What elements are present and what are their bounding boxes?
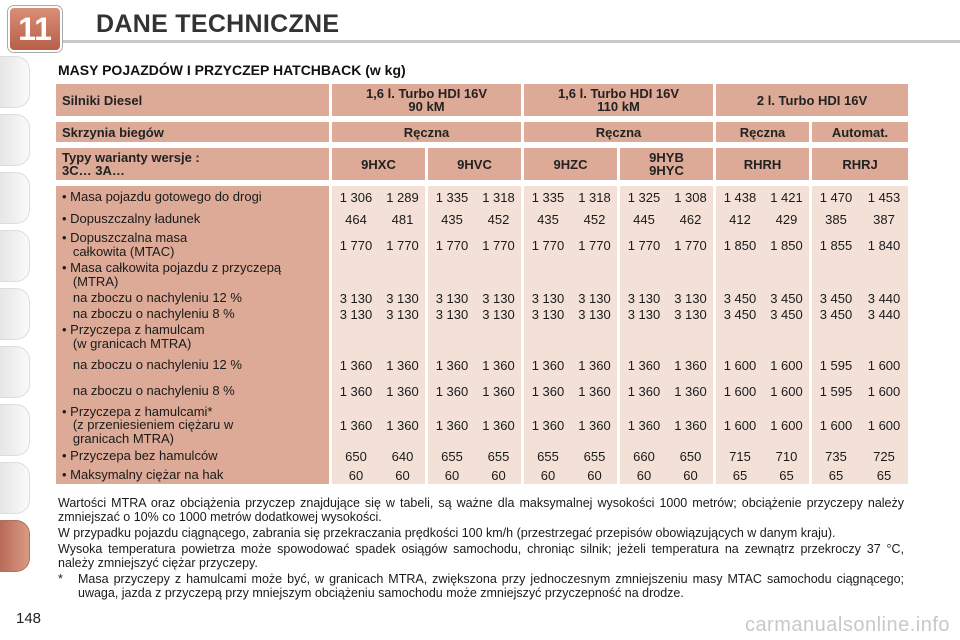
table-cell: 385 bbox=[812, 208, 860, 230]
table-cell: 3 130 bbox=[332, 290, 380, 306]
table-cell: 1 318 bbox=[572, 186, 620, 208]
table-cell: 650 bbox=[668, 446, 716, 466]
chapter-tab-strip bbox=[0, 56, 34, 616]
table-cell: 1 470 bbox=[812, 186, 860, 208]
type-header: RHRH bbox=[716, 148, 812, 180]
table-cell: 60 bbox=[620, 466, 668, 484]
table-cell: 1 421 bbox=[764, 186, 812, 208]
table-cell: 3 130 bbox=[476, 290, 524, 306]
table-cell: 3 130 bbox=[428, 306, 476, 322]
table-cell: 1 360 bbox=[524, 352, 572, 378]
table-cell: 710 bbox=[764, 446, 812, 466]
table-cell bbox=[716, 322, 764, 352]
table-cell: 387 bbox=[860, 208, 908, 230]
table-cell: 1 600 bbox=[716, 378, 764, 404]
table-row bbox=[56, 378, 908, 404]
table-cell: 65 bbox=[716, 466, 764, 484]
engine-header: 1,6 l. Turbo HDI 16V 110 kM bbox=[524, 84, 716, 116]
table-row bbox=[56, 322, 908, 352]
table-cell: 1 360 bbox=[380, 404, 428, 446]
table-cell: 462 bbox=[668, 208, 716, 230]
table-cell bbox=[476, 322, 524, 352]
table-cell: 3 130 bbox=[524, 290, 572, 306]
table-cell bbox=[860, 322, 908, 352]
table-cell: 1 600 bbox=[716, 404, 764, 446]
table-cell: 1 360 bbox=[476, 404, 524, 446]
table-cell: 1 770 bbox=[428, 230, 476, 260]
table-cell: 3 450 bbox=[716, 290, 764, 306]
chapter-tab-active[interactable] bbox=[0, 520, 30, 572]
row-label: na zboczu o nachyleniu 8 % bbox=[56, 306, 332, 322]
row-label: na zboczu o nachyleniu 8 % bbox=[56, 378, 332, 404]
footnote-text: Masa przyczepy z hamulcami może być, w granicach MTRA, zwiększona przy jednoczesnym zmniejszeniu masy MTAC samochodu ciągnącego; uwaga, jazda z przyczepą przy mniejszym obciążeniu samochodu może zmniejszyć przyczepność na drodze. bbox=[78, 572, 904, 600]
engines-header-row bbox=[56, 84, 908, 116]
table-cell: 3 450 bbox=[764, 306, 812, 322]
row-label: na zboczu o nachyleniu 12 % bbox=[56, 352, 332, 378]
table-cell: 3 130 bbox=[428, 290, 476, 306]
row-label: na zboczu o nachyleniu 12 % bbox=[56, 290, 332, 306]
table-cell: 65 bbox=[764, 466, 812, 484]
table-cell: 1 360 bbox=[332, 378, 380, 404]
table-cell: 1 770 bbox=[668, 230, 716, 260]
table-cell: 655 bbox=[524, 446, 572, 466]
table-cell bbox=[716, 260, 764, 290]
table-cell: 1 770 bbox=[476, 230, 524, 260]
table-cell bbox=[428, 322, 476, 352]
engine-header: 1,6 l. Turbo HDI 16V 90 kM bbox=[332, 84, 524, 116]
table-cell: 1 360 bbox=[572, 352, 620, 378]
gearbox-header: Ręczna bbox=[716, 122, 812, 142]
table-cell: 1 770 bbox=[380, 230, 428, 260]
table-row bbox=[56, 290, 908, 306]
table-cell: 60 bbox=[380, 466, 428, 484]
table-cell: 1 453 bbox=[860, 186, 908, 208]
table-cell: 3 130 bbox=[668, 290, 716, 306]
table-cell: 1 360 bbox=[380, 378, 428, 404]
table-cell: 464 bbox=[332, 208, 380, 230]
table-cell: 412 bbox=[716, 208, 764, 230]
type-header: 9HXC bbox=[332, 148, 428, 180]
table-cell: 1 855 bbox=[812, 230, 860, 260]
table-cell: 1 360 bbox=[668, 352, 716, 378]
table-cell: 1 360 bbox=[428, 378, 476, 404]
notes bbox=[58, 496, 904, 600]
chapter-tab[interactable] bbox=[0, 288, 30, 340]
table-cell: 1 438 bbox=[716, 186, 764, 208]
type-header: RHRJ bbox=[812, 148, 908, 180]
table-cell: 1 360 bbox=[668, 404, 716, 446]
section-title: MASY POJAZDÓW I PRZYCZEP HATCHBACK (w kg) bbox=[58, 62, 406, 78]
table-cell bbox=[812, 260, 860, 290]
table-cell: 1 360 bbox=[380, 352, 428, 378]
table-cell: 1 600 bbox=[764, 404, 812, 446]
table-cell: 1 360 bbox=[524, 404, 572, 446]
gearbox-header: Ręczna bbox=[524, 122, 716, 142]
types-header-row bbox=[56, 148, 908, 180]
table-row bbox=[56, 352, 908, 378]
table-cell: 1 289 bbox=[380, 186, 428, 208]
table-cell: 60 bbox=[332, 466, 380, 484]
table-cell: 1 840 bbox=[860, 230, 908, 260]
table-cell: 3 130 bbox=[476, 306, 524, 322]
page-header bbox=[0, 0, 960, 46]
table-cell: 1 360 bbox=[332, 404, 380, 446]
table-cell: 1 335 bbox=[428, 186, 476, 208]
table-cell bbox=[572, 260, 620, 290]
table-cell: 655 bbox=[476, 446, 524, 466]
note-paragraph: Wartości MTRA oraz obciążenia przyczep znajdujące się w tabeli, są ważne dla maksymalnej wysokości 1000 metrów; obciążenie przyczepy należy zmniejszać o 10% co 1000 metrów dodatkowej wysokości. bbox=[58, 496, 904, 524]
table-cell: 1 360 bbox=[620, 352, 668, 378]
table-cell: 60 bbox=[668, 466, 716, 484]
table-cell bbox=[620, 322, 668, 352]
table-cell: 1 360 bbox=[476, 352, 524, 378]
table-cell bbox=[428, 260, 476, 290]
table-cell bbox=[524, 260, 572, 290]
table-cell: 3 450 bbox=[716, 306, 764, 322]
table-cell: 1 770 bbox=[524, 230, 572, 260]
row-label: • Przyczepa z hamulcam (w granicach MTRA) bbox=[56, 322, 332, 352]
engine-header: 2 l. Turbo HDI 16V bbox=[716, 84, 908, 116]
row-label: • Przyczepa bez hamulców bbox=[56, 446, 332, 466]
table-cell: 715 bbox=[716, 446, 764, 466]
table-cell: 429 bbox=[764, 208, 812, 230]
table-cell: 445 bbox=[620, 208, 668, 230]
row-label: • Przyczepa z hamulcami* (z przeniesieniem ciężaru w granicach MTRA) bbox=[56, 404, 332, 446]
table-cell: 660 bbox=[620, 446, 668, 466]
types-label: Typy warianty wersje : 3C… 3A… bbox=[56, 148, 332, 180]
table-cell bbox=[380, 260, 428, 290]
header-divider bbox=[60, 40, 960, 43]
table-cell: 1 360 bbox=[524, 378, 572, 404]
table-cell: 3 130 bbox=[620, 306, 668, 322]
type-header: 9HYB 9HYC bbox=[620, 148, 716, 180]
chapter-tab[interactable] bbox=[0, 346, 30, 398]
table-cell: 3 450 bbox=[764, 290, 812, 306]
table-cell: 1 770 bbox=[332, 230, 380, 260]
table-cell: 1 360 bbox=[668, 378, 716, 404]
table-cell bbox=[668, 322, 716, 352]
table-row bbox=[56, 466, 908, 484]
table-cell: 60 bbox=[428, 466, 476, 484]
table-row bbox=[56, 446, 908, 466]
table-cell: 1 850 bbox=[716, 230, 764, 260]
table-cell: 60 bbox=[572, 466, 620, 484]
table-cell: 3 130 bbox=[380, 290, 428, 306]
table-cell: 1 600 bbox=[716, 352, 764, 378]
table-cell bbox=[764, 322, 812, 352]
table-cell: 1 325 bbox=[620, 186, 668, 208]
table-cell: 655 bbox=[428, 446, 476, 466]
table-cell: 1 360 bbox=[476, 378, 524, 404]
table-cell: 1 360 bbox=[572, 378, 620, 404]
gearbox-header-row bbox=[56, 122, 908, 142]
chapter-tab[interactable] bbox=[0, 404, 30, 456]
footnote-mark: * bbox=[58, 572, 63, 586]
table-cell: 1 360 bbox=[620, 378, 668, 404]
type-header: 9HZC bbox=[524, 148, 620, 180]
table-cell: 3 130 bbox=[572, 306, 620, 322]
table-cell bbox=[764, 260, 812, 290]
chapter-tab[interactable] bbox=[0, 230, 30, 282]
vehicle-mass-table bbox=[56, 84, 908, 484]
table-cell: 640 bbox=[380, 446, 428, 466]
table-cell: 725 bbox=[860, 446, 908, 466]
row-label: • Dopuszczalna masa całkowita (MTAC) bbox=[56, 230, 332, 260]
table-cell: 650 bbox=[332, 446, 380, 466]
chapter-tab[interactable] bbox=[0, 172, 30, 224]
table-cell: 655 bbox=[572, 446, 620, 466]
table-cell bbox=[572, 322, 620, 352]
table-cell: 1 770 bbox=[620, 230, 668, 260]
table-cell: 735 bbox=[812, 446, 860, 466]
table-cell: 1 770 bbox=[572, 230, 620, 260]
table-cell bbox=[620, 260, 668, 290]
table-cell: 435 bbox=[524, 208, 572, 230]
table-cell bbox=[476, 260, 524, 290]
table-cell: 60 bbox=[524, 466, 572, 484]
table-cell bbox=[332, 322, 380, 352]
table-cell: 481 bbox=[380, 208, 428, 230]
table-cell bbox=[524, 322, 572, 352]
gearbox-label: Skrzynia biegów bbox=[56, 122, 332, 142]
table-row bbox=[56, 260, 908, 290]
table-cell: 1 600 bbox=[812, 404, 860, 446]
table-cell: 1 595 bbox=[812, 378, 860, 404]
table-cell: 65 bbox=[860, 466, 908, 484]
row-label: • Masa całkowita pojazdu z przyczepą (MTRA) bbox=[56, 260, 332, 290]
type-header: 9HVC bbox=[428, 148, 524, 180]
engines-label: Silniki Diesel bbox=[56, 84, 332, 116]
table-cell: 1 308 bbox=[668, 186, 716, 208]
row-label: • Dopuszczalny ładunek bbox=[56, 208, 332, 230]
table-cell: 1 600 bbox=[764, 352, 812, 378]
table-row bbox=[56, 230, 908, 260]
table-cell: 3 440 bbox=[860, 290, 908, 306]
table-row bbox=[56, 404, 908, 446]
table-cell: 3 130 bbox=[380, 306, 428, 322]
table-cell: 3 450 bbox=[812, 306, 860, 322]
table-cell bbox=[860, 260, 908, 290]
table-cell: 1 600 bbox=[764, 378, 812, 404]
chapter-tab[interactable] bbox=[0, 56, 30, 108]
gearbox-header: Ręczna bbox=[332, 122, 524, 142]
table-cell: 1 600 bbox=[860, 404, 908, 446]
chapter-tab[interactable] bbox=[0, 114, 30, 166]
table-cell: 1 318 bbox=[476, 186, 524, 208]
table-cell: 1 360 bbox=[620, 404, 668, 446]
table-cell: 3 130 bbox=[572, 290, 620, 306]
table-cell: 435 bbox=[428, 208, 476, 230]
table-row bbox=[56, 186, 908, 208]
footnote bbox=[58, 572, 904, 600]
page-number: 148 bbox=[16, 610, 42, 627]
table-cell: 452 bbox=[476, 208, 524, 230]
table-cell bbox=[812, 322, 860, 352]
table-cell: 1 335 bbox=[524, 186, 572, 208]
table-cell: 1 360 bbox=[428, 404, 476, 446]
note-paragraph: W przypadku pojazdu ciągnącego, zabrania się przekraczania prędkości 100 km/h (przestrzegać przepisów obowiązujących w danym kraju). bbox=[58, 526, 836, 540]
table-cell bbox=[380, 322, 428, 352]
table-cell bbox=[668, 260, 716, 290]
table-cell: 1 600 bbox=[860, 378, 908, 404]
table-row bbox=[56, 208, 908, 230]
table-cell: 1 360 bbox=[572, 404, 620, 446]
chapter-tab[interactable] bbox=[0, 462, 30, 514]
table-cell: 452 bbox=[572, 208, 620, 230]
row-label: • Masa pojazdu gotowego do drogi bbox=[56, 186, 332, 208]
gearbox-header: Automat. bbox=[812, 122, 908, 142]
table-cell: 3 450 bbox=[812, 290, 860, 306]
table-row bbox=[56, 306, 908, 322]
table-cell: 1 360 bbox=[332, 352, 380, 378]
table-cell: 3 130 bbox=[524, 306, 572, 322]
table-cell: 1 360 bbox=[428, 352, 476, 378]
note-paragraph: Wysoka temperatura powietrza może spowodować spadek osiągów samochodu, chroniąc silnik; jeżeli temperatura na zewnątrz przekroczy 37 °C, należy zmniejszyć ciężar przyczepy. bbox=[58, 542, 904, 570]
page-title: DANE TECHNICZNE bbox=[96, 10, 340, 38]
table-cell: 3 130 bbox=[620, 290, 668, 306]
watermark: carmanualsonline.info bbox=[744, 614, 950, 636]
table-cell: 3 440 bbox=[860, 306, 908, 322]
table-cell: 1 600 bbox=[860, 352, 908, 378]
table-cell: 3 130 bbox=[332, 306, 380, 322]
table-cell: 1 306 bbox=[332, 186, 380, 208]
chapter-number-badge: 11 bbox=[8, 6, 62, 52]
table-cell: 1 595 bbox=[812, 352, 860, 378]
row-label: • Maksymalny ciężar na hak bbox=[56, 466, 332, 484]
table-cell: 65 bbox=[812, 466, 860, 484]
table-cell: 60 bbox=[476, 466, 524, 484]
table-cell: 1 850 bbox=[764, 230, 812, 260]
table-cell: 3 130 bbox=[668, 306, 716, 322]
table-cell bbox=[332, 260, 380, 290]
